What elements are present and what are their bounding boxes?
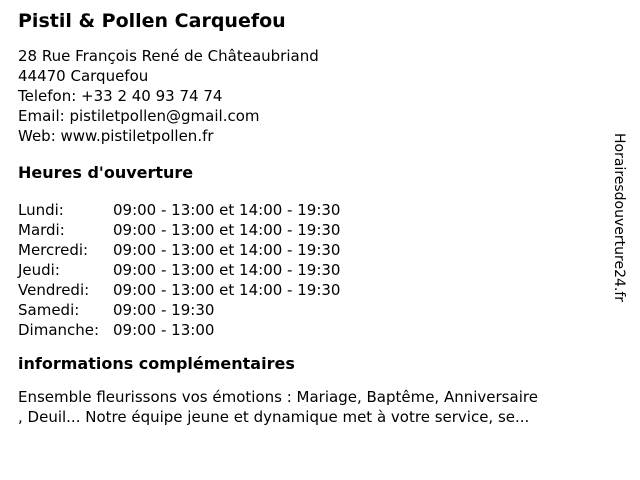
day-label: Lundi: [18, 201, 64, 219]
time-value: 09:00 - 13:00 et 14:00 - 19:30 [113, 281, 341, 299]
time-value: 09:00 - 13:00 et 14:00 - 19:30 [113, 241, 341, 259]
page-title: Pistil & Pollen Carquefou [18, 10, 286, 32]
time-value: 09:00 - 13:00 et 14:00 - 19:30 [113, 221, 341, 239]
day-label: Dimanche: [18, 321, 100, 339]
info-text-line-1: Ensemble fleurissons vos émotions : Mariage, Baptême, Anniversaire [18, 388, 538, 406]
additional-info-text [18, 387, 622, 427]
day-label: Vendredi: [18, 281, 90, 299]
hours-heading: Heures d'ouverture [18, 163, 194, 182]
address-line-2: 44470 Carquefou [18, 67, 149, 85]
contact-block [18, 46, 622, 146]
day-label: Jeudi: [18, 261, 60, 279]
address-line-1: 28 Rue François René de Châteaubriand [18, 47, 319, 65]
time-value: 09:00 - 13:00 [113, 321, 215, 339]
additional-info-heading: informations complémentaires [18, 354, 295, 373]
site-watermark: Horairesdouverture24.fr [611, 133, 627, 303]
hours-row-wednesday [18, 240, 622, 260]
hours-row-saturday [18, 300, 622, 320]
email-line: Email: pistiletpollen@gmail.com [18, 107, 260, 125]
web-line: Web: www.pistiletpollen.fr [18, 127, 214, 145]
info-text-line-2: , Deuil... Notre équipe jeune et dynamique met à votre service, se... [18, 408, 530, 426]
hours-row-monday [18, 200, 622, 220]
day-label: Mardi: [18, 221, 65, 239]
hours-row-friday [18, 280, 622, 300]
time-value: 09:00 - 13:00 et 14:00 - 19:30 [113, 201, 341, 219]
day-label: Mercredi: [18, 241, 89, 259]
phone-line: Telefon: +33 2 40 93 74 74 [18, 87, 223, 105]
time-value: 09:00 - 13:00 et 14:00 - 19:30 [113, 261, 341, 279]
hours-table [18, 200, 622, 340]
time-value: 09:00 - 19:30 [113, 301, 215, 319]
hours-row-sunday [18, 320, 622, 340]
day-label: Samedi: [18, 301, 80, 319]
hours-row-thursday [18, 260, 622, 280]
hours-row-tuesday [18, 220, 622, 240]
